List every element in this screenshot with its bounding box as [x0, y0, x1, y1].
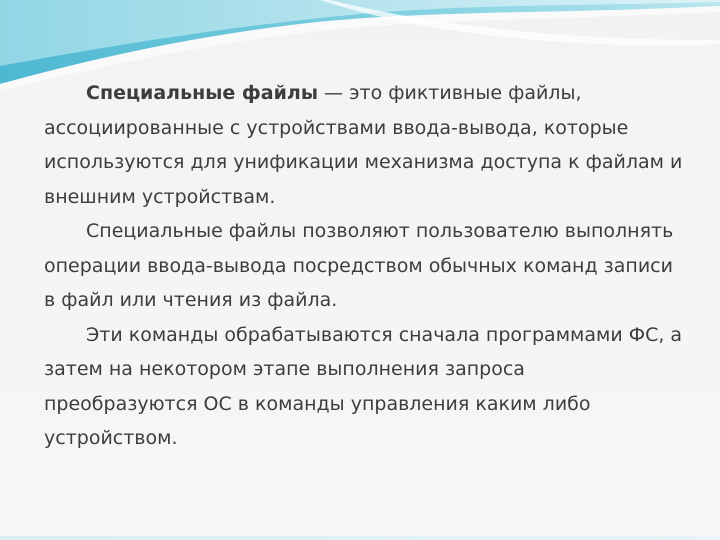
- slide-body-text: [44, 76, 684, 456]
- paragraph-definition: [44, 76, 684, 214]
- paragraph-processing: Эти команды обрабатываются сначала программами ФС, а затем на некотором этапе выполнения запроса преобразуются ОС в команды управления каким либо устройством.: [44, 323, 683, 449]
- term-special-files: Специальные файлы: [86, 82, 318, 104]
- definition-text: — это фиктивные файлы, ассоциированные с устройствами ввода-вывода, которые используются для унификации механизма доступа к файлам и внешним устройствам.: [44, 82, 683, 208]
- paragraph-usage: Специальные файлы позволяют пользователю выполнять операции ввода-вывода посредством обычных команд записи в файл или чтения из файла.: [44, 220, 674, 311]
- bottom-accent-line: [0, 536, 720, 540]
